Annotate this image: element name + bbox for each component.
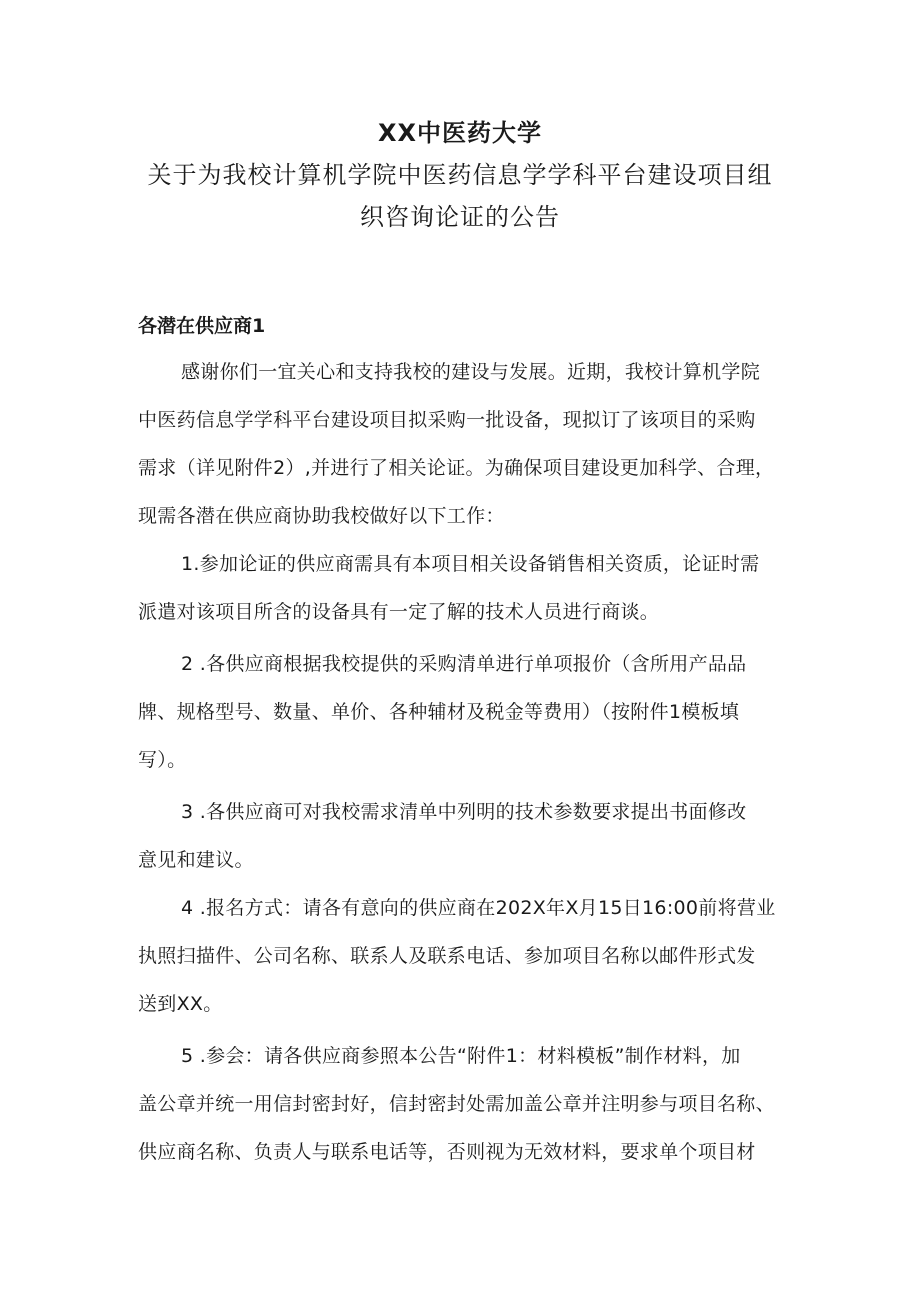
body-line: 现需各潜在供应商协助我校做好以下工作： <box>138 505 505 527</box>
body-line: 需求（详见附件2）,并进行了相关论证。为确保项目建设更加科学、合理， <box>138 457 775 479</box>
title-university: XX中医药大学 <box>377 119 542 147</box>
body-line: 派遣对该项目所含的设备具有一定了解的技术人员进行商谈。 <box>138 601 660 623</box>
body-line: 送到XX。 <box>138 993 223 1015</box>
title-line-3: 织咨询论证的公告 <box>360 203 560 231</box>
body-line: 5 .参会：请各供应商参照本公告“附件1：材料模板”制作材料，加 <box>181 1045 741 1067</box>
body-line: 执照扫描件、公司名称、联系人及联系电话、参加项目名称以邮件形式发 <box>138 945 756 967</box>
body-line: 1.参加论证的供应商需具有本项目相关设备销售相关资质，论证时需 <box>181 553 760 575</box>
body-line: 供应商名称、负责人与联系电话等，否则视为无效材料，要求单个项目材 <box>138 1141 756 1163</box>
body-line: 写）。 <box>138 749 187 771</box>
salutation: 各潜在供应商1 <box>138 315 266 337</box>
body-line: 中医药信息学学科平台建设项目拟采购一批设备，现拟订了该项目的采购 <box>138 409 756 431</box>
title-line-2: 关于为我校计算机学院中医药信息学学科平台建设项目组 <box>147 161 773 189</box>
body-line: 牌、规格型号、数量、单价、各种辅材及税金等费用）（按附件1模板填 <box>138 701 740 723</box>
body-line: 2 .各供应商根据我校提供的采购清单进行单项报价（含所用产品品 <box>181 653 747 675</box>
body-line: 3 .各供应商可对我校需求清单中列明的技术参数要求提出书面修改 <box>181 801 747 823</box>
body-line: 4 .报名方式：请各有意向的供应商在202X年X月15日16:00前将营业 <box>181 897 776 919</box>
body-line: 感谢你们一宜关心和支持我校的建设与发展。近期，我校计算机学院 <box>181 361 761 383</box>
document-title <box>0 112 920 238</box>
body-line: 盖公章并统一用信封密封好，信封密封处需加盖公章并注明参与项目名称、 <box>138 1093 775 1115</box>
body-line: 意见和建议。 <box>138 849 254 871</box>
